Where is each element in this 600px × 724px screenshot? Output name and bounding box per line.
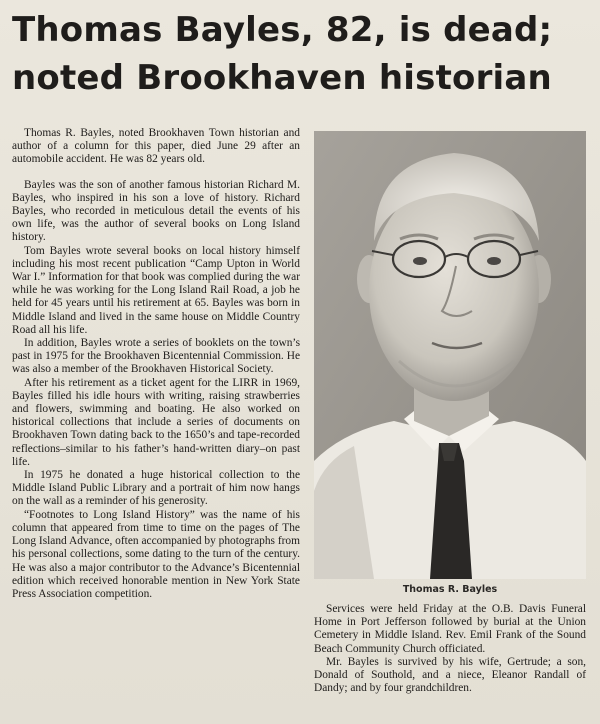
article-paragraph: “Footnotes to Long Island History” was the name of his column that appeared from time to time on the pages of The Long Island Advance, often accompanied by photographs from his personal collections, some dating to the turn of the century. He was also a major contributor to the Advance’s Bicentennial edition which received honorable mention in New York State Press Association competition. <box>12 508 300 600</box>
article-right-column <box>314 603 586 695</box>
article-paragraph: In 1975 he donated a huge historical collection to the Middle Island Public Library and a portrait of him now hangs on the wall as a reminder of his generosity. <box>12 469 300 508</box>
headline-line-2: noted Brookhaven historian <box>12 58 552 98</box>
portrait-photo <box>314 131 586 579</box>
article-paragraph: Tom Bayles wrote several books on local history himself including his most recent publication “Camp Upton in World War I.” Information for that book was complied during the war while he was working for the Long Island Rail Road, a job he held for 45 years until his retirement at 65. Bayles was born in Middle Island and lived in the same house on Middle Country Road all his life. <box>12 244 300 336</box>
article-paragraph: Thomas R. Bayles, noted Brookhaven Town historian and author of a column for this paper, died June 29 after an automobile accident. He was 82 years old. <box>12 127 300 166</box>
headline <box>12 6 592 102</box>
article-paragraph: After his retirement as a ticket agent for the LIRR in 1969, Bayles filled his idle hours with writing, raising strawberries and flowers, swimming and boating. He also worked on historical collections that include a series of documents on Brookhaven Town dating back to the 1650’s and tape-recorded reflections–similar to his father’s hand-written diary–on past life. <box>12 376 300 468</box>
article-left-column <box>12 127 300 601</box>
portrait-image <box>314 131 586 579</box>
article-paragraph: Bayles was the son of another famous historian Richard M. Bayles, who inspired in his son a love of history. Richard Bayles, who recorded in meticulous detail the events of his own life, was the author of several books on Long Island history. <box>12 178 300 244</box>
photo-caption: Thomas R. Bayles <box>402 584 498 595</box>
article-paragraph: Services were held Friday at the O.B. Davis Funeral Home in Port Jefferson followed by burial at the Union Cemetery in Middle Island. Rev. Emil Frank of the Sound Beach Community Church officiated. <box>314 603 586 655</box>
headline-line-1: Thomas Bayles, 82, is dead; <box>12 10 553 50</box>
article-paragraph: Mr. Bayles is survived by his wife, Gertrude; a son, Donald of Southold, and a niece, Eleanor Randall of Dandy; and by four grandchildren. <box>314 655 586 695</box>
article-paragraph: In addition, Bayles wrote a series of booklets on the town’s past in 1975 for the Brookhaven Bicentennial Commission. He was also a member of the Brookhaven Historical Society. <box>12 337 300 376</box>
